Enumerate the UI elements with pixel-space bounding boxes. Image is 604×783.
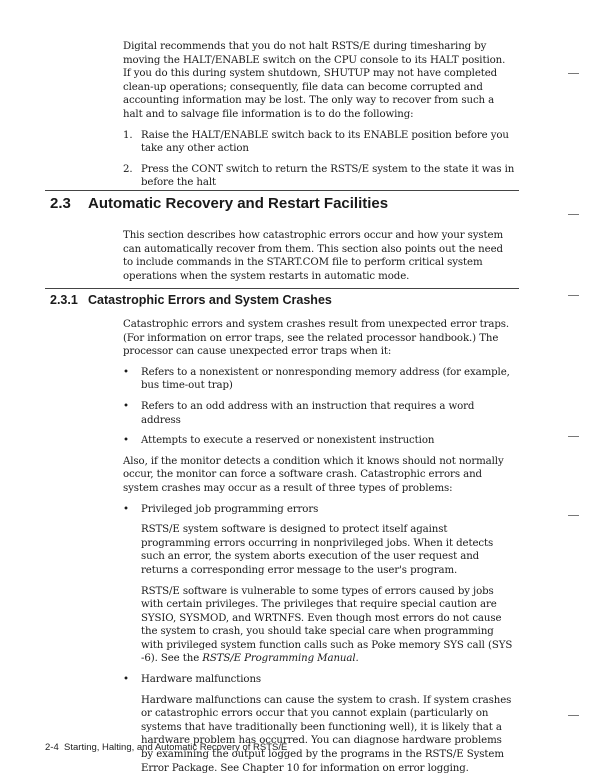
catastrophic-intro-paragraph: Catastrophic errors and system crashes result from unexpected error traps. (For information on error traps, see the related processor handbook.) The processor can cause unexpected error traps when it:	[123, 319, 510, 358]
section-divider	[45, 190, 519, 191]
recovery-steps-list	[123, 129, 515, 190]
trap-text: Attempts to execute a reserved or nonexistent instruction	[141, 435, 435, 447]
list-item	[123, 503, 515, 667]
list-item	[123, 400, 515, 427]
hardware-malfunctions-paragraph: Hardware malfunctions can cause the system to crash. If system crashes or catastrophic errors occur that you cannot explain (particularly on systems that have traditionally been functioning well), it is likely that a hardware problem has occurred. You can diagnose hardware problems by examining the output logged by the programs in the RSTS/E System Error Package. See Chapter 10 for information on error logging.	[141, 694, 512, 774]
change-bar	[568, 295, 579, 296]
error-trap-list	[123, 366, 515, 448]
section-2-3-paragraph: This section describes how catastrophic errors occur and how your system can automatically recover from them. This section also points out the need to include commands in the START.COM file to perform critical system operations when the system restarts in automatic mode.	[123, 230, 504, 282]
manual-reference: RSTS/E Programming Manual	[202, 653, 356, 665]
step-text: Raise the HALT/ENABLE switch back to its ENABLE position before you take any other action	[141, 129, 509, 155]
bullet-icon: •	[123, 435, 129, 447]
bullet-icon: •	[123, 400, 129, 412]
paragraph-text: RSTS/E software is vulnerable to some types of errors caused by jobs with certain privileges. The privileges that require special caution are SYSIO, SYSMOD, and WRTNFS. Even though most errors do not cause the system to crash, you should take special care when programming with privileged system function calls such as Poke memory SYS call (SYS -6). See the	[141, 585, 513, 665]
section-title: Automatic Recovery and Restart Facilities	[88, 195, 389, 212]
problem-title: Privileged job programming errors	[141, 503, 319, 515]
change-bar	[568, 73, 579, 74]
privileged-errors-paragraph-2	[141, 585, 515, 667]
list-item	[123, 163, 515, 190]
list-item	[123, 366, 515, 393]
privileged-errors-paragraph-1: RSTS/E system software is designed to protect itself against programming errors occurring in nonprivileged jobs. When it detects such an error, the system aborts execution of the user request and returns a corresponding error message to the user's program.	[141, 524, 494, 576]
section-heading-2-3	[50, 195, 388, 212]
bullet-icon: •	[123, 366, 129, 378]
trap-text: Refers to a nonexistent or nonresponding memory address (for example, bus time-out trap)	[141, 366, 510, 392]
subsection-divider	[45, 288, 519, 289]
software-crash-paragraph: Also, if the monitor detects a condition which it knows should not normally occur, the monitor can force a software crash. Catastrophic errors and system crashes may occur as a result of three types of problems:	[123, 455, 504, 494]
change-bar	[568, 436, 579, 437]
page-number: 2-4	[45, 742, 59, 753]
section-2-3-1-body	[123, 318, 515, 775]
step-text: Press the CONT switch to return the RSTS/E system to the state it was in before the halt	[141, 163, 515, 189]
list-item	[123, 129, 515, 156]
intro-paragraph: Digital recommends that you do not halt RSTS/E during timesharing by moving the HALT/ENABLE switch on the CPU console to its HALT position. If you do this during system shutdown, SHUTUP may not have completed clean-up operations; consequently, file data can become corrupted and accounting information may be lost. The only way to recover from such a halt and to salvage file information is to do the following:	[123, 41, 506, 120]
subsection-title: Catastrophic Errors and System Crashes	[88, 293, 332, 307]
subsection-number: 2.3.1	[50, 293, 78, 307]
intro-section	[123, 40, 515, 190]
problem-title: Hardware malfunctions	[141, 674, 262, 686]
change-bar	[568, 515, 579, 516]
bullet-icon: •	[123, 674, 129, 686]
step-number: 2.	[123, 163, 133, 175]
section-number: 2.3	[50, 195, 71, 212]
problem-types-list	[123, 503, 515, 776]
bullet-icon: •	[123, 503, 129, 515]
change-bar	[568, 715, 579, 716]
step-number: 1.	[123, 129, 133, 141]
section-heading-2-3-1	[50, 293, 332, 307]
paragraph-end: .	[355, 653, 359, 665]
page-footer	[45, 742, 287, 753]
list-item	[123, 434, 515, 448]
section-2-3-body	[123, 229, 515, 283]
list-item	[123, 673, 515, 775]
change-bar	[568, 214, 579, 215]
running-title: Starting, Halting, and Automatic Recovery of RSTS/E	[64, 742, 288, 753]
trap-text: Refers to an odd address with an instruction that requires a word address	[141, 400, 475, 426]
